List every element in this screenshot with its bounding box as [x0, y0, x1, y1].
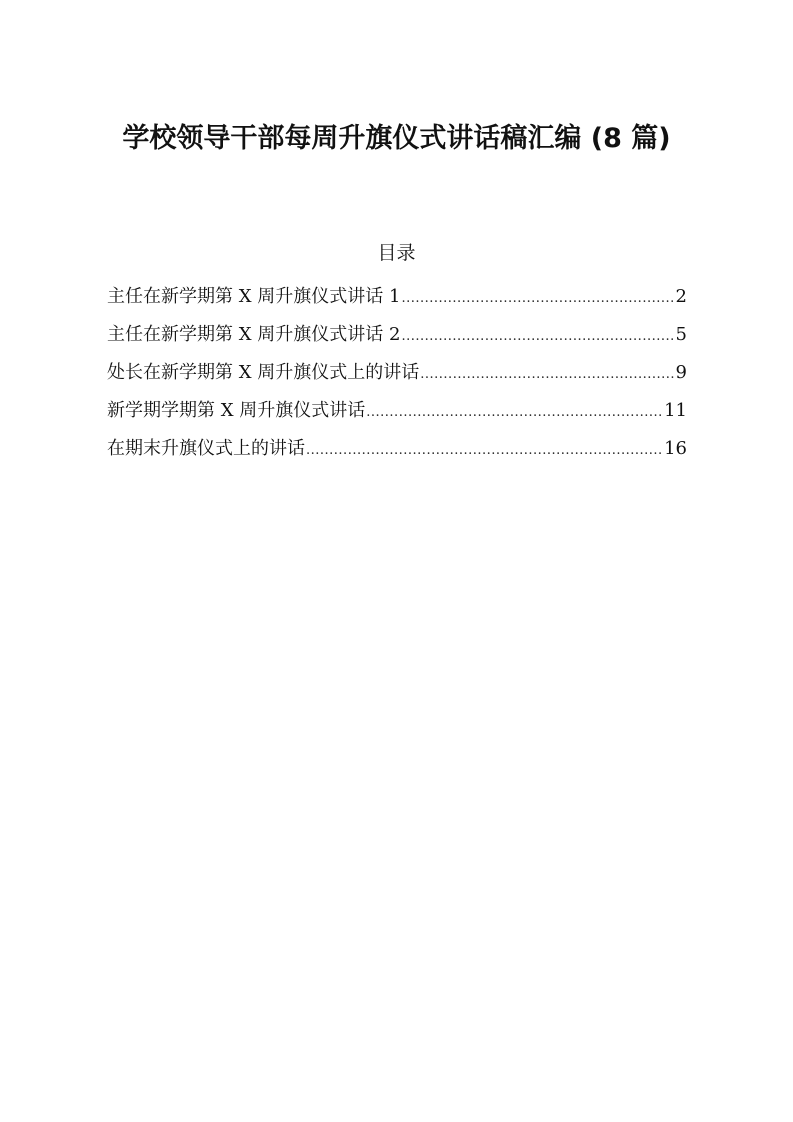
document-title: 学校领导干部每周升旗仪式讲话稿汇编 (8 篇) — [122, 123, 671, 154]
toc-dot-leader — [401, 329, 674, 344]
toc-entry[interactable] — [107, 358, 687, 396]
toc-entry-label: 主任在新学期第 X 周升旗仪式讲话 2 — [107, 324, 401, 345]
toc-entry-label: 主任在新学期第 X 周升旗仪式讲话 1 — [107, 286, 401, 307]
toc-entry[interactable] — [107, 434, 687, 472]
toc-page-number: 11 — [664, 400, 687, 421]
toc-page-number: 5 — [675, 324, 687, 345]
toc-entry-label: 处长在新学期第 X 周升旗仪式上的讲话 — [107, 362, 420, 383]
toc-heading: 目录 — [377, 242, 416, 264]
toc-entry-label: 在期末升旗仪式上的讲话 — [107, 438, 305, 459]
toc-entry[interactable] — [107, 320, 687, 358]
toc-dot-leader — [401, 291, 674, 306]
toc-page-number: 9 — [675, 362, 687, 383]
toc-entry-label: 新学期学期第 X 周升旗仪式讲话 — [107, 400, 366, 421]
toc-page-number: 2 — [675, 286, 687, 307]
toc-dot-leader — [366, 405, 663, 420]
toc-dot-leader — [420, 367, 674, 382]
toc-dot-leader — [306, 443, 663, 458]
table-of-contents — [107, 282, 687, 472]
toc-entry[interactable] — [107, 282, 687, 320]
toc-entry[interactable] — [107, 396, 687, 434]
toc-page-number: 16 — [664, 438, 687, 459]
